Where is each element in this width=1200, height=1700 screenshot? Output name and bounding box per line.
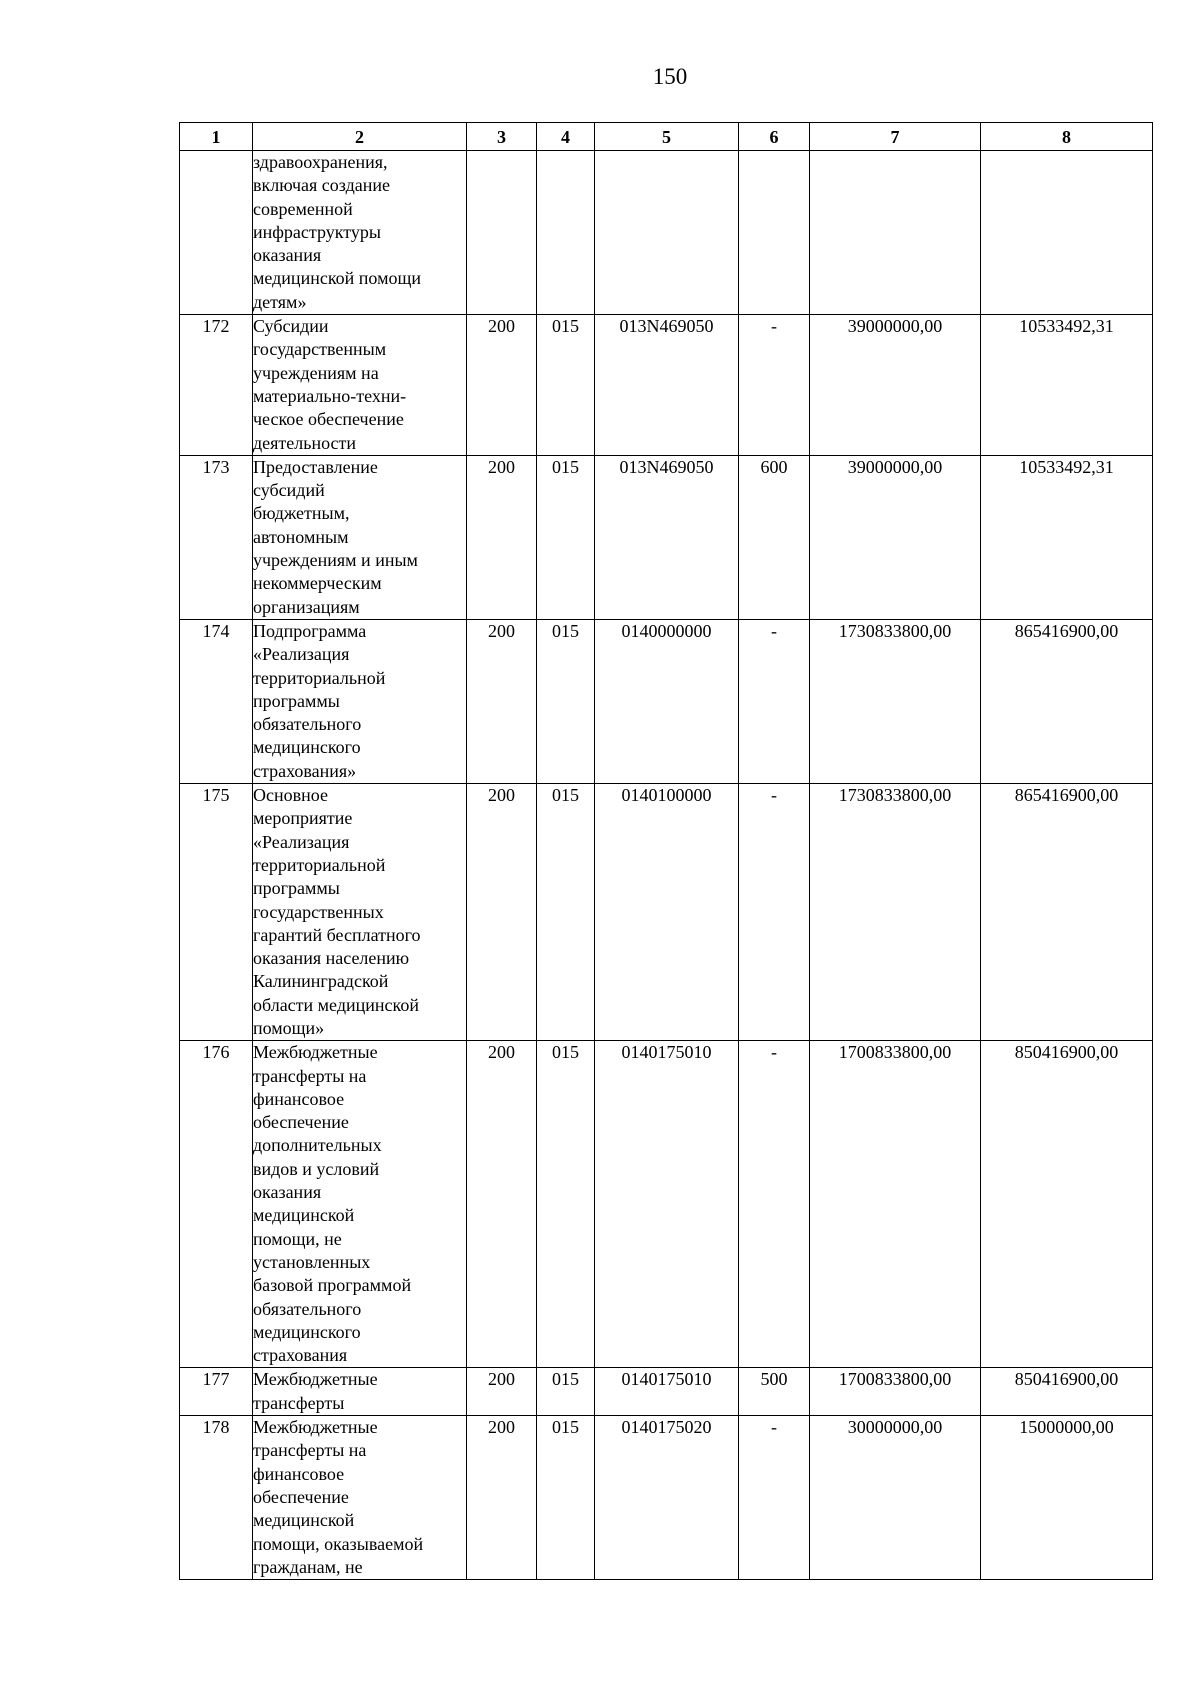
col7-amount-cell: 39000000,00: [810, 315, 981, 456]
col3-cell: 200: [467, 1416, 537, 1580]
item-name-line: страхования: [253, 1345, 348, 1366]
item-name-line: деятельности: [253, 432, 357, 453]
item-name-line: здравоохранения,: [253, 152, 388, 172]
item-name-line: государственным: [253, 339, 387, 360]
item-name-line: гражданам, не: [253, 1556, 363, 1577]
column-header: 5: [595, 123, 739, 151]
budget-table: [179, 122, 1153, 1580]
col6-cell: -: [739, 784, 810, 1041]
col3-cell: 200: [467, 619, 537, 783]
item-name-line: финансовое: [253, 1463, 345, 1484]
col7-amount-cell: 1700833800,00: [810, 1041, 981, 1368]
item-name-line: финансовое: [253, 1088, 345, 1109]
item-name-line: Калининградской: [253, 971, 389, 992]
item-name-line: трансферты на: [253, 1440, 367, 1461]
item-name-line: Субсидии: [253, 316, 329, 337]
item-name-line: программы: [253, 878, 340, 899]
item-name-line: детям»: [253, 291, 307, 312]
item-name-cell: [253, 1416, 467, 1580]
item-name-line: Подпрограмма: [253, 620, 367, 641]
column-header: 2: [253, 123, 467, 151]
col5-cell: 013N469050: [595, 315, 739, 456]
item-name-line: материально-техни-: [253, 385, 407, 406]
table-row: [180, 1416, 1153, 1580]
item-name-cell: [253, 315, 467, 456]
col7-amount-cell: 39000000,00: [810, 455, 981, 619]
col7-amount-cell: 30000000,00: [810, 1416, 981, 1580]
item-name-line: автономным: [253, 526, 349, 547]
item-name-line: «Реализация: [253, 644, 350, 665]
item-name-line: медицинского: [253, 1321, 361, 1342]
item-name-cell: [253, 619, 467, 783]
col6-cell: -: [739, 315, 810, 456]
column-header: 3: [467, 123, 537, 151]
item-name-line: учреждениям на: [253, 362, 379, 383]
table-body: [180, 151, 1153, 1580]
item-name-line: учреждениям и иным: [253, 550, 418, 571]
col6-cell: 500: [739, 1368, 810, 1416]
col5-cell: 013N469050: [595, 455, 739, 619]
col6-cell: -: [739, 619, 810, 783]
item-name-line: медицинской: [253, 1510, 355, 1531]
item-name-line: области медицинской: [253, 994, 419, 1015]
col3-cell: 200: [467, 1041, 537, 1368]
col4-cell: 015: [537, 1368, 595, 1416]
item-name-cell: [253, 151, 467, 315]
item-name-line: обеспечение: [253, 1112, 349, 1133]
row-number-cell: 172: [180, 315, 253, 456]
col8-amount-cell: 865416900,00: [981, 784, 1153, 1041]
item-name-line: помощи, оказываемой: [253, 1533, 424, 1554]
item-name-line: Предоставление: [253, 456, 378, 477]
col3-cell: [467, 151, 537, 315]
row-number-cell: 178: [180, 1416, 253, 1580]
item-name-line: Основное: [253, 785, 328, 806]
item-name-line: «Реализация: [253, 831, 350, 852]
item-name-line: организациям: [253, 596, 360, 617]
col5-cell: 0140175010: [595, 1368, 739, 1416]
table-row: [180, 151, 1153, 315]
column-header: 6: [739, 123, 810, 151]
col4-cell: [537, 151, 595, 315]
col8-amount-cell: 850416900,00: [981, 1368, 1153, 1416]
col3-cell: 200: [467, 455, 537, 619]
item-name-line: современной: [253, 198, 353, 219]
col5-cell: 0140100000: [595, 784, 739, 1041]
col8-amount-cell: 10533492,31: [981, 455, 1153, 619]
item-name-line: базовой программой: [253, 1275, 412, 1296]
item-name-line: гарантий бесплатного: [253, 924, 421, 945]
item-name-line: программы: [253, 690, 340, 711]
item-name-line: мероприятие: [253, 808, 353, 829]
col4-cell: 015: [537, 455, 595, 619]
col8-amount-cell: 850416900,00: [981, 1041, 1153, 1368]
column-header: 7: [810, 123, 981, 151]
col5-cell: [595, 151, 739, 315]
page-number: 150: [652, 64, 688, 89]
col4-cell: 015: [537, 315, 595, 456]
col7-amount-cell: 1700833800,00: [810, 1368, 981, 1416]
item-name-line: территориальной: [253, 667, 386, 688]
col5-cell: 0140000000: [595, 619, 739, 783]
item-name-line: оказания: [253, 245, 322, 266]
item-name-line: помощи, не: [253, 1228, 342, 1249]
col3-cell: 200: [467, 784, 537, 1041]
col6-cell: 600: [739, 455, 810, 619]
col7-amount-cell: 1730833800,00: [810, 619, 981, 783]
col8-amount-cell: 865416900,00: [981, 619, 1153, 783]
col8-amount-cell: 15000000,00: [981, 1416, 1153, 1580]
table-row: [180, 455, 1153, 619]
item-name-cell: [253, 455, 467, 619]
col8-amount-cell: 10533492,31: [981, 315, 1153, 456]
item-name-line: трансферты на: [253, 1065, 367, 1086]
item-name-cell: [253, 1041, 467, 1368]
col6-cell: -: [739, 1041, 810, 1368]
item-name-line: страхования»: [253, 760, 357, 781]
col6-cell: [739, 151, 810, 315]
item-name-line: помощи»: [253, 1017, 325, 1038]
column-header: 4: [537, 123, 595, 151]
row-number-cell: 173: [180, 455, 253, 619]
item-name-line: обязательного: [253, 1298, 362, 1319]
item-name-line: видов и условий: [253, 1158, 380, 1179]
row-number-cell: [180, 151, 253, 315]
item-name-line: включая создание: [253, 175, 390, 196]
item-name-line: обеспечение: [253, 1486, 349, 1507]
item-name-line: оказания: [253, 1182, 322, 1203]
col7-amount-cell: [810, 151, 981, 315]
item-name-cell: [253, 1368, 467, 1416]
table-row: [180, 784, 1153, 1041]
item-name-line: государственных: [253, 901, 384, 922]
col3-cell: 200: [467, 315, 537, 456]
table-row: [180, 315, 1153, 456]
item-name-line: установленных: [253, 1251, 371, 1272]
item-name-line: Межбюджетные: [253, 1042, 378, 1063]
col4-cell: 015: [537, 619, 595, 783]
item-name-line: обязательного: [253, 714, 362, 735]
row-number-cell: 177: [180, 1368, 253, 1416]
table-row: [180, 1368, 1153, 1416]
item-name-line: субсидий: [253, 480, 325, 501]
item-name-line: медицинской: [253, 1205, 355, 1226]
item-name-line: медицинской помощи: [253, 268, 421, 289]
col4-cell: 015: [537, 1041, 595, 1368]
item-name-line: некоммерческим: [253, 573, 382, 594]
item-name-line: бюджетным,: [253, 503, 350, 524]
table-row: [180, 1041, 1153, 1368]
item-name-line: оказания населению: [253, 948, 410, 969]
item-name-line: трансферты: [253, 1392, 345, 1413]
col4-cell: 015: [537, 784, 595, 1041]
column-header: 8: [981, 123, 1153, 151]
item-name-line: инфраструктуры: [253, 221, 381, 242]
col7-amount-cell: 1730833800,00: [810, 784, 981, 1041]
row-number-cell: 175: [180, 784, 253, 1041]
item-name-line: Межбюджетные: [253, 1369, 378, 1390]
col4-cell: 015: [537, 1416, 595, 1580]
row-number-cell: 174: [180, 619, 253, 783]
item-name-line: Межбюджетные: [253, 1417, 378, 1438]
col6-cell: -: [739, 1416, 810, 1580]
item-name-line: территориальной: [253, 854, 386, 875]
item-name-line: ческое обеспечение: [253, 409, 404, 430]
col8-amount-cell: [981, 151, 1153, 315]
item-name-line: дополнительных: [253, 1135, 382, 1156]
item-name-cell: [253, 784, 467, 1041]
col5-cell: 0140175010: [595, 1041, 739, 1368]
row-number-cell: 176: [180, 1041, 253, 1368]
table-row: [180, 619, 1153, 783]
col3-cell: 200: [467, 1368, 537, 1416]
item-name-line: медицинского: [253, 737, 361, 758]
column-header: 1: [180, 123, 253, 151]
header-row: [180, 123, 1153, 151]
col5-cell: 0140175020: [595, 1416, 739, 1580]
